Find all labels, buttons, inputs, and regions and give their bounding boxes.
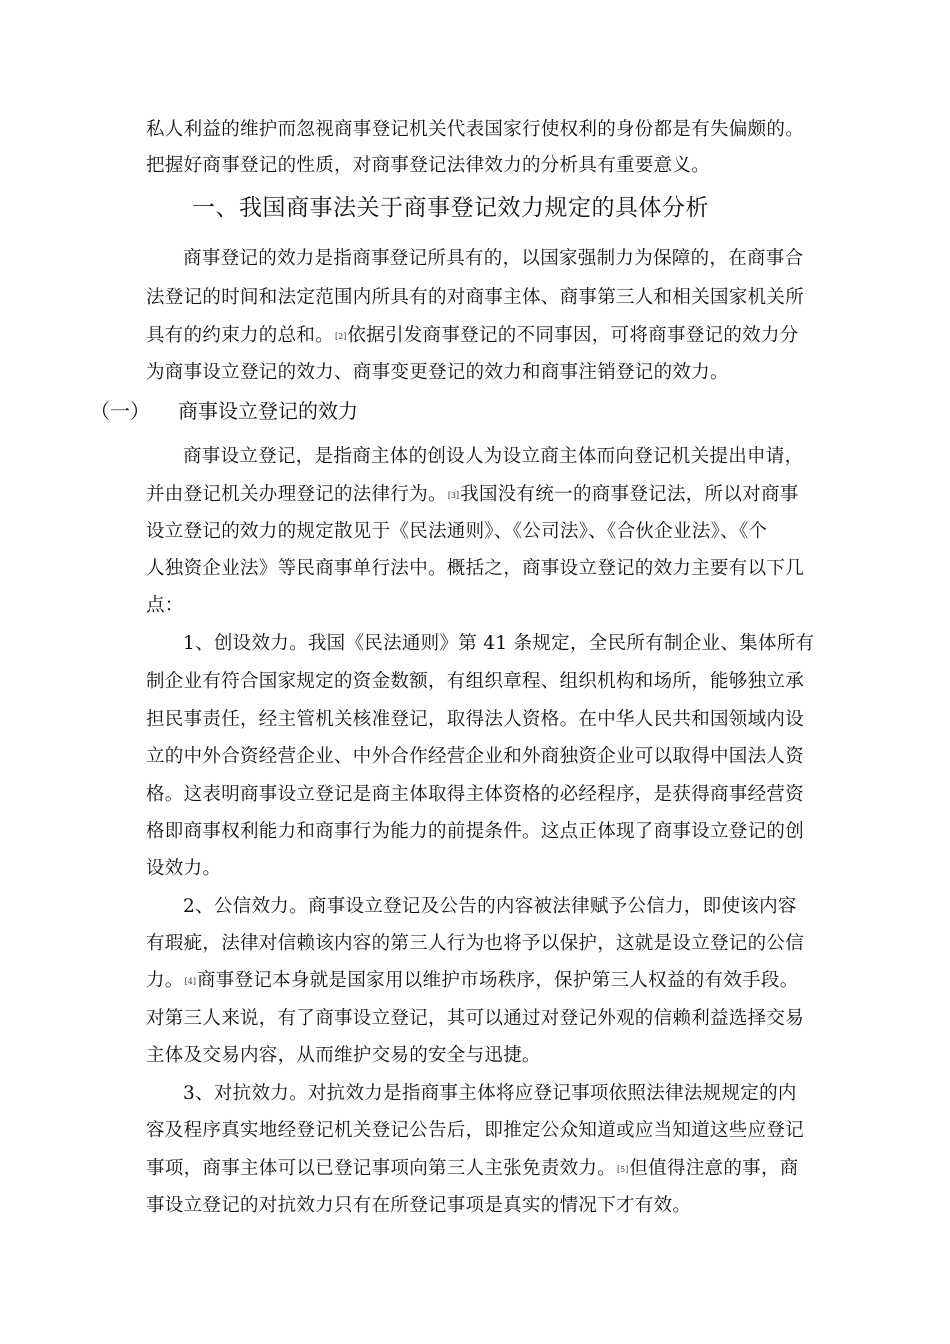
p2-line-3: 担民事责任，经主管机关核准登记，取得法人资格。在中华人民共和国领域内设 — [146, 709, 805, 730]
definition-line-3 — [146, 324, 799, 349]
p3-line-3 — [146, 969, 799, 994]
intro-line-1: 私人利益的维护而忽视商事登记机关代表国家行使权利的身份都是有失偏颇的。 — [146, 119, 805, 140]
definition-line-3-part-a: 具有的约束力的总和。 — [146, 325, 335, 346]
p2-line-4: 立的中外合资经营企业、中外合作经营企业和外商独资企业可以取得中国法人资 — [146, 746, 805, 767]
p4-line-4: 事设立登记的对抗效力只有在所登记事项是真实的情况下才有效。 — [146, 1195, 692, 1216]
p1-line-5: 点： — [146, 595, 184, 616]
p4-line-1: 3、对抗效力。对抗效力是指商事主体将应登记事项依照法律法规规定的内 — [183, 1083, 797, 1104]
p3-line-1: 2、公信效力。商事设立登记及公告的内容被法律赋予公信力，即使该内容 — [183, 896, 797, 917]
footnote-ref-2[interactable]: [2] — [335, 332, 347, 341]
footnote-ref-5[interactable]: [5] — [617, 1165, 629, 1174]
p3-line-3-part-b: 商事登记本身就是国家用以维护市场秩序，保护第三人权益的有效手段。 — [196, 970, 799, 991]
intro-line-2: 把握好商事登记的性质，对商事登记法律效力的分析具有重要意义。 — [146, 155, 711, 176]
p4-line-3-part-b: 但值得注意的事，商 — [629, 1158, 799, 1179]
p2-line-6: 格即商事权利能力和商事行为能力的前提条件。这点正体现了商事设立登记的创 — [146, 821, 805, 842]
p3-line-2: 有瑕疵，法律对信赖该内容的第三人行为也将予以保护，这就是设立登记的公信 — [146, 933, 805, 954]
section-heading: 一、我国商事法关于商事登记效力规定的具体分析 — [192, 195, 709, 221]
definition-line-1: 商事登记的效力是指商事登记所具有的，以国家强制力为保障的，在商事合 — [183, 248, 804, 269]
p1-line-4: 人独资企业法》等民商事单行法中。概括之，商事设立登记的效力主要有以下几 — [146, 558, 805, 579]
p2-line-5: 格。这表明商事设立登记是商主体取得主体资格的必经程序，是获得商事经营资 — [146, 784, 805, 805]
p1-line-1: 商事设立登记，是指商主体的创设人为设立商主体而向登记机关提出申请， — [183, 446, 804, 467]
footnote-ref-4[interactable]: [4] — [184, 977, 196, 986]
definition-line-2: 法登记的时间和法定范围内所具有的对商事主体、商事第三人和相关国家机关所 — [146, 287, 805, 308]
p2-line-7: 设效力。 — [146, 858, 222, 879]
p3-line-3-part-a: 力。 — [146, 970, 184, 991]
p1-line-2 — [146, 483, 799, 508]
p2-line-2: 制企业有符合国家规定的资金数额，有组织章程、组织机构和场所，能够独立承 — [146, 671, 805, 692]
p2-line-1: 1、创设效力。我国《民法通则》第 41 条规定，全民所有制企业、集体所有 — [183, 633, 815, 654]
footnote-ref-3[interactable]: [3] — [447, 491, 460, 500]
p1-line-2-part-b: 我国没有统一的商事登记法，所以对商事 — [460, 484, 799, 505]
subsection-number: （一） — [90, 399, 150, 423]
p4-line-3 — [146, 1157, 799, 1182]
definition-line-3-part-b: 依据引发商事登记的不同事因，可将商事登记的效力分 — [347, 325, 799, 346]
p4-line-3-part-a: 事项，商事主体可以已登记事项向第三人主张免责效力。 — [146, 1158, 617, 1179]
p1-line-2-part-a: 并由登记机关办理登记的法律行为。 — [146, 484, 447, 505]
p1-line-3: 设立登记的效力的规定散见于《民法通则》、《公司法》、《合伙企业法》、《个 — [146, 521, 768, 542]
definition-line-4: 为商事设立登记的效力、商事变更登记的效力和商事注销登记的效力。 — [146, 362, 729, 383]
p3-line-5: 主体及交易内容，从而维护交易的安全与迅捷。 — [146, 1045, 541, 1066]
p3-line-4: 对第三人来说，有了商事设立登记，其可以通过对登记外观的信赖利益选择交易 — [146, 1008, 805, 1029]
p4-line-2: 容及程序真实地经登记机关登记公告后，即推定公众知道或应当知道这些应登记 — [146, 1120, 805, 1141]
subsection-title: 商事设立登记的效力 — [178, 399, 358, 423]
